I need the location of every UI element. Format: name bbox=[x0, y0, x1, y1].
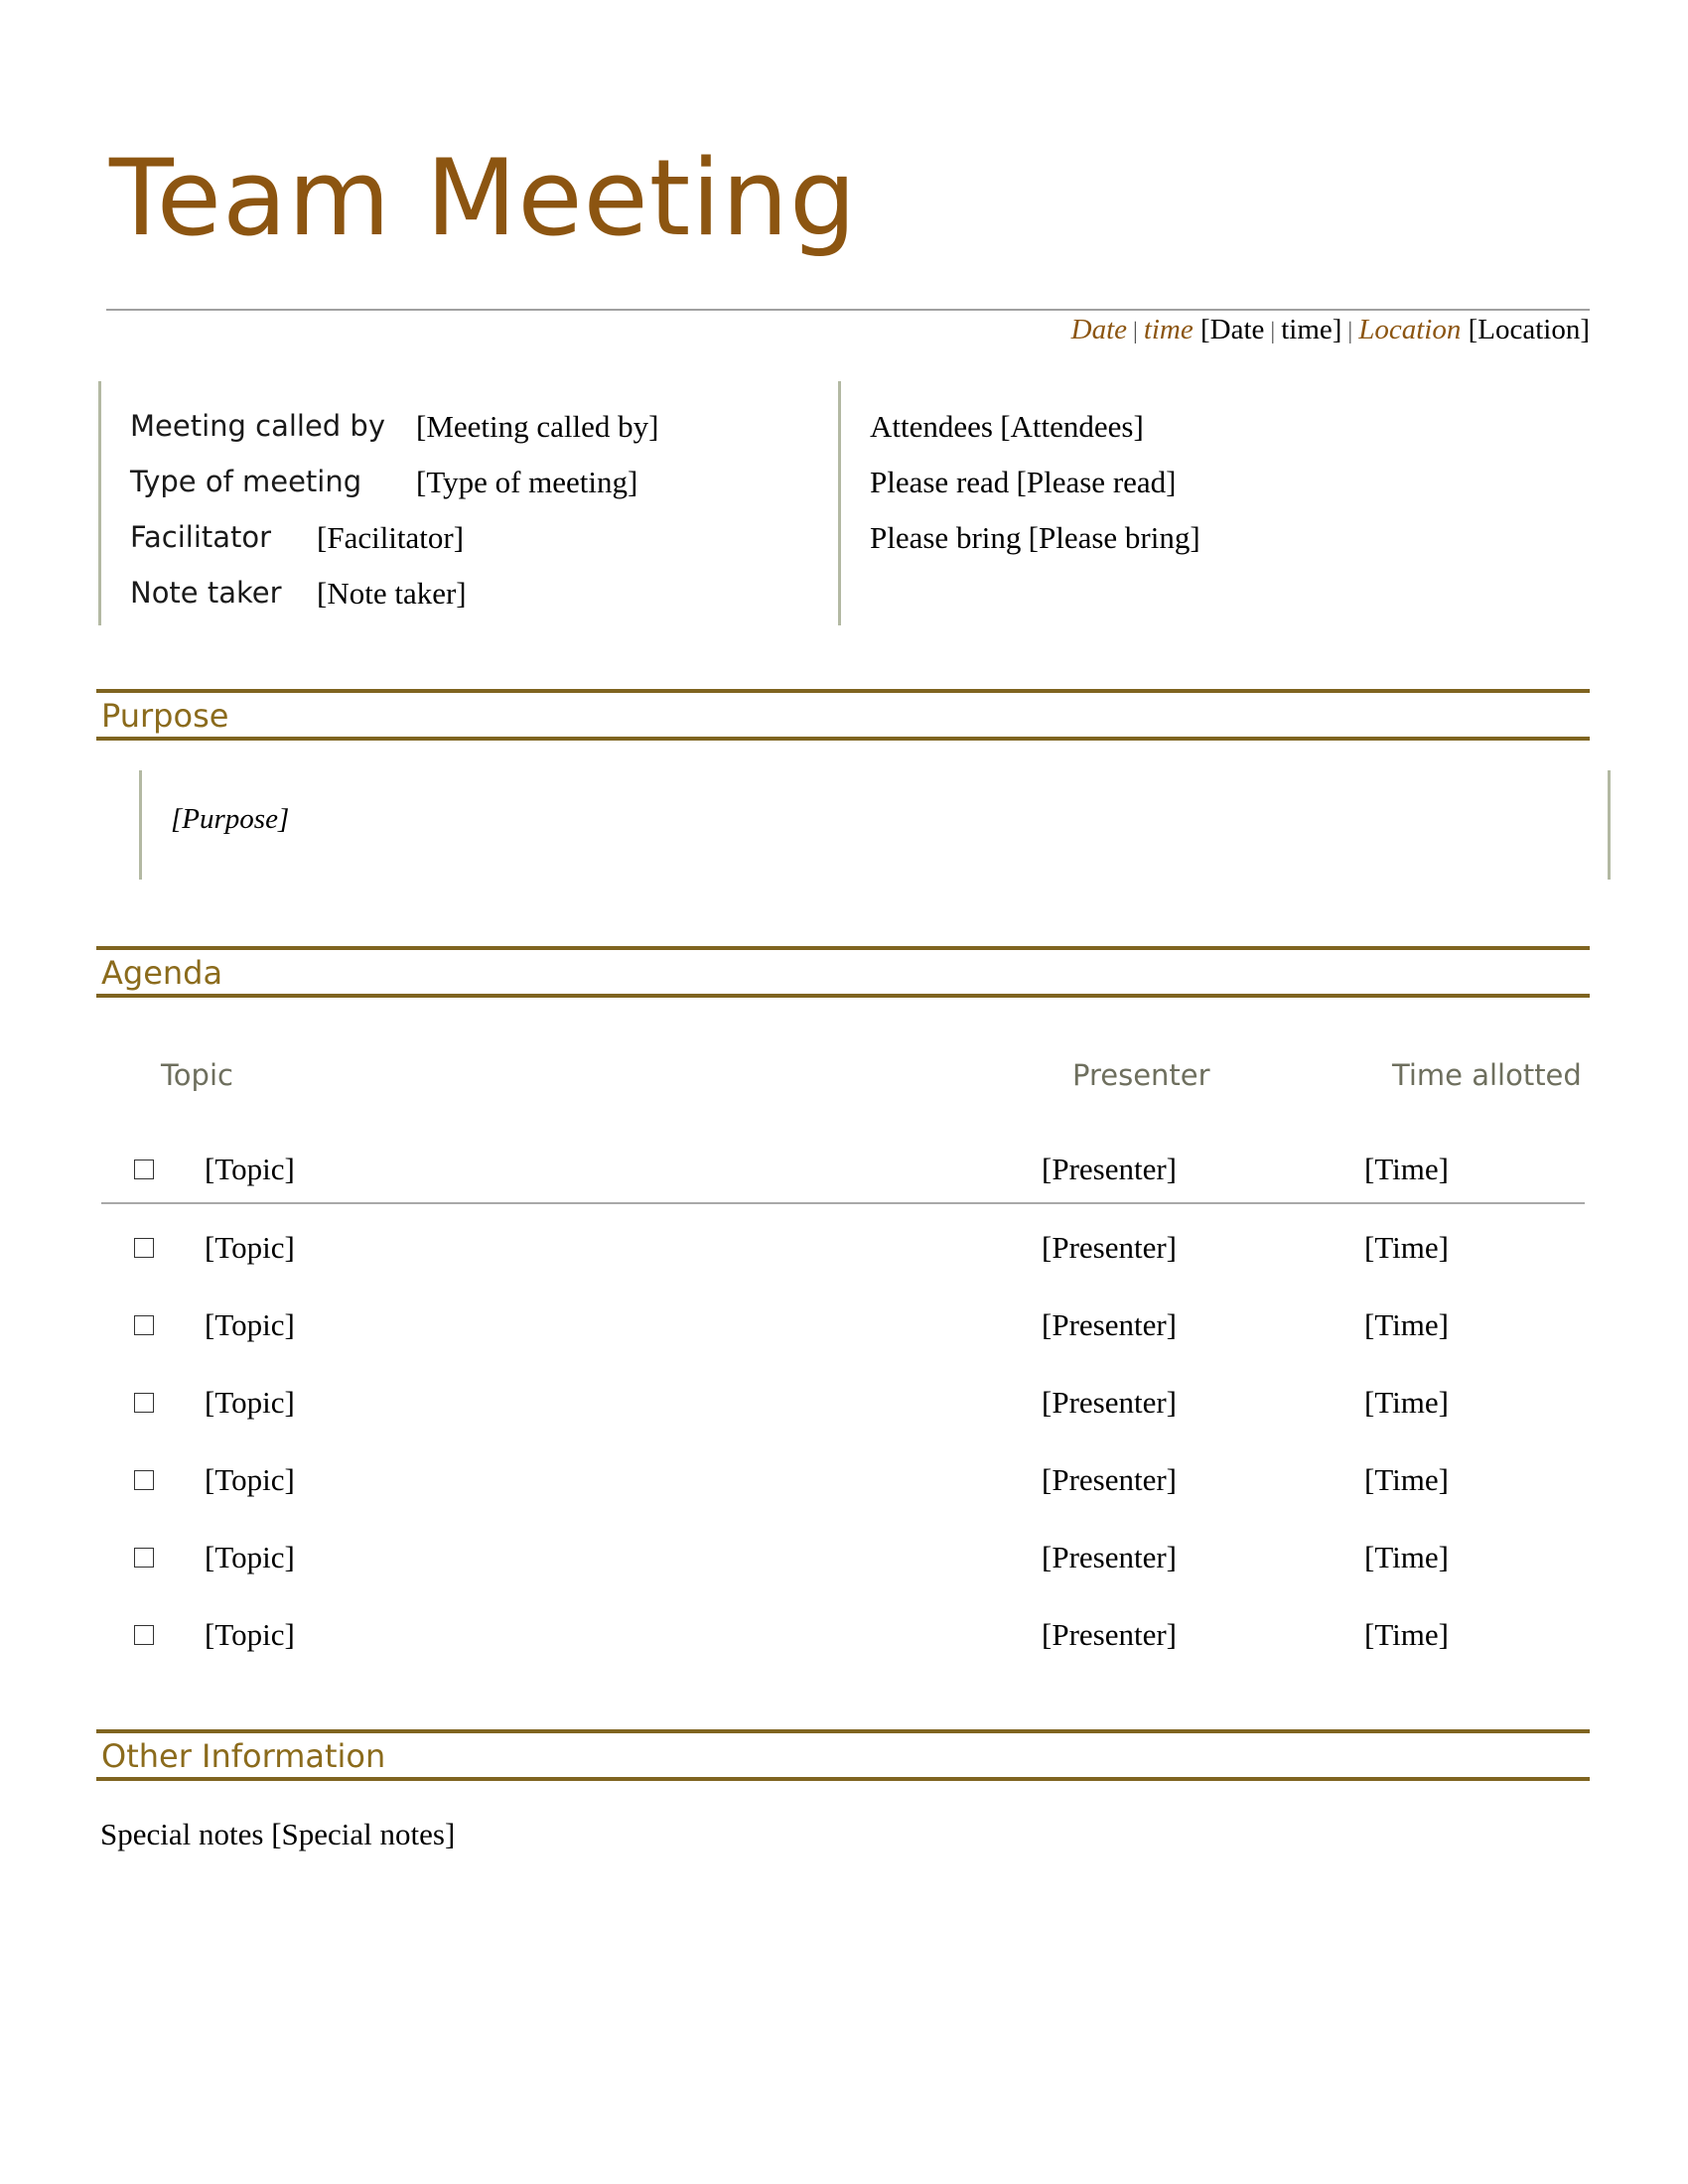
facilitator-row bbox=[130, 520, 465, 555]
meeting-called-by-label: Meeting called by bbox=[130, 409, 386, 443]
date-label: Date bbox=[1070, 314, 1127, 345]
page-title: Team Meeting bbox=[109, 137, 858, 259]
date-value[interactable]: [Date bbox=[1200, 314, 1265, 345]
agenda-heading: Agenda bbox=[101, 954, 223, 992]
separator: | bbox=[1133, 319, 1138, 344]
location-value[interactable]: [Location] bbox=[1468, 314, 1590, 345]
agenda-presenter[interactable]: [Presenter] bbox=[1042, 1540, 1177, 1574]
agenda-topic[interactable]: [Topic] bbox=[205, 1617, 295, 1652]
agenda-presenter[interactable]: [Presenter] bbox=[1042, 1462, 1177, 1497]
meeting-called-by-row bbox=[130, 409, 659, 444]
agenda-checkbox[interactable] bbox=[134, 1315, 154, 1335]
agenda-topic[interactable]: [Topic] bbox=[205, 1385, 295, 1420]
purpose-text[interactable]: [Purpose] bbox=[171, 803, 290, 835]
agenda-section-header bbox=[96, 946, 1590, 998]
agenda-checkbox[interactable] bbox=[134, 1625, 154, 1645]
agenda-time[interactable]: [Time] bbox=[1364, 1307, 1449, 1342]
attendees-value[interactable]: [Attendees] bbox=[1000, 409, 1144, 444]
presenter-column-header: Presenter bbox=[1072, 1058, 1210, 1092]
please-bring-value[interactable]: [Please bring] bbox=[1028, 520, 1200, 555]
special-notes-label: Special notes bbox=[100, 1817, 264, 1851]
agenda-topic[interactable]: [Topic] bbox=[205, 1307, 295, 1342]
agenda-time[interactable]: [Time] bbox=[1364, 1152, 1449, 1186]
agenda-row bbox=[101, 1540, 1585, 1591]
agenda-row bbox=[101, 1617, 1585, 1669]
purpose-heading: Purpose bbox=[101, 697, 229, 735]
please-bring-row bbox=[870, 520, 1200, 556]
agenda-presenter[interactable]: [Presenter] bbox=[1042, 1617, 1177, 1652]
note-taker-value[interactable]: [Note taker] bbox=[317, 576, 467, 611]
purpose-section-header bbox=[96, 689, 1590, 741]
agenda-topic[interactable]: [Topic] bbox=[205, 1230, 295, 1265]
agenda-presenter[interactable]: [Presenter] bbox=[1042, 1230, 1177, 1265]
agenda-time[interactable]: [Time] bbox=[1364, 1617, 1449, 1652]
agenda-row bbox=[101, 1152, 1585, 1203]
special-notes-value[interactable]: [Special notes] bbox=[271, 1817, 456, 1851]
attendees-row bbox=[870, 409, 1144, 445]
facilitator-label: Facilitator bbox=[130, 520, 272, 554]
purpose-right-bar bbox=[1608, 770, 1611, 880]
type-of-meeting-label: Type of meeting bbox=[130, 465, 362, 498]
agenda-time[interactable]: [Time] bbox=[1364, 1540, 1449, 1574]
agenda-presenter[interactable]: [Presenter] bbox=[1042, 1307, 1177, 1342]
meeting-called-by-value[interactable]: [Meeting called by] bbox=[416, 409, 659, 444]
attendees-label: Attendees bbox=[870, 409, 993, 444]
other-info-section-header bbox=[96, 1729, 1590, 1781]
details-right-bar bbox=[838, 381, 841, 625]
location-label: Location bbox=[1358, 314, 1462, 345]
agenda-presenter[interactable]: [Presenter] bbox=[1042, 1152, 1177, 1186]
facilitator-value[interactable]: [Facilitator] bbox=[317, 520, 465, 555]
type-of-meeting-row bbox=[130, 465, 638, 499]
agenda-checkbox[interactable] bbox=[134, 1393, 154, 1413]
agenda-topic[interactable]: [Topic] bbox=[205, 1462, 295, 1497]
agenda-row bbox=[101, 1230, 1585, 1282]
separator: | bbox=[1347, 319, 1353, 344]
note-taker-row bbox=[130, 576, 467, 611]
agenda-topic[interactable]: [Topic] bbox=[205, 1540, 295, 1574]
special-notes-row bbox=[100, 1817, 455, 1852]
time-value[interactable]: time] bbox=[1281, 314, 1342, 345]
topic-column-header: Topic bbox=[161, 1058, 233, 1092]
agenda-topic[interactable]: [Topic] bbox=[205, 1152, 295, 1186]
purpose-left-bar bbox=[139, 770, 142, 880]
separator: | bbox=[1270, 319, 1276, 344]
time-column-header: Time allotted bbox=[1392, 1058, 1582, 1092]
agenda-checkbox[interactable] bbox=[134, 1470, 154, 1490]
please-read-row bbox=[870, 465, 1176, 500]
agenda-divider bbox=[101, 1202, 1585, 1204]
details-left-bar bbox=[98, 381, 101, 625]
date-location-line bbox=[1071, 314, 1590, 346]
note-taker-label: Note taker bbox=[130, 576, 282, 610]
please-bring-label: Please bring bbox=[870, 520, 1022, 555]
agenda-row bbox=[101, 1307, 1585, 1359]
agenda-time[interactable]: [Time] bbox=[1364, 1385, 1449, 1420]
agenda-checkbox[interactable] bbox=[134, 1160, 154, 1179]
agenda-checkbox[interactable] bbox=[134, 1548, 154, 1568]
please-read-value[interactable]: [Please read] bbox=[1016, 465, 1177, 499]
title-divider bbox=[106, 309, 1590, 311]
time-label: time bbox=[1143, 314, 1194, 345]
agenda-checkbox[interactable] bbox=[134, 1238, 154, 1258]
agenda-presenter[interactable]: [Presenter] bbox=[1042, 1385, 1177, 1420]
agenda-row bbox=[101, 1462, 1585, 1514]
agenda-row bbox=[101, 1385, 1585, 1436]
please-read-label: Please read bbox=[870, 465, 1010, 499]
agenda-time[interactable]: [Time] bbox=[1364, 1230, 1449, 1265]
agenda-time[interactable]: [Time] bbox=[1364, 1462, 1449, 1497]
type-of-meeting-value[interactable]: [Type of meeting] bbox=[416, 465, 638, 499]
other-info-heading: Other Information bbox=[101, 1737, 386, 1775]
